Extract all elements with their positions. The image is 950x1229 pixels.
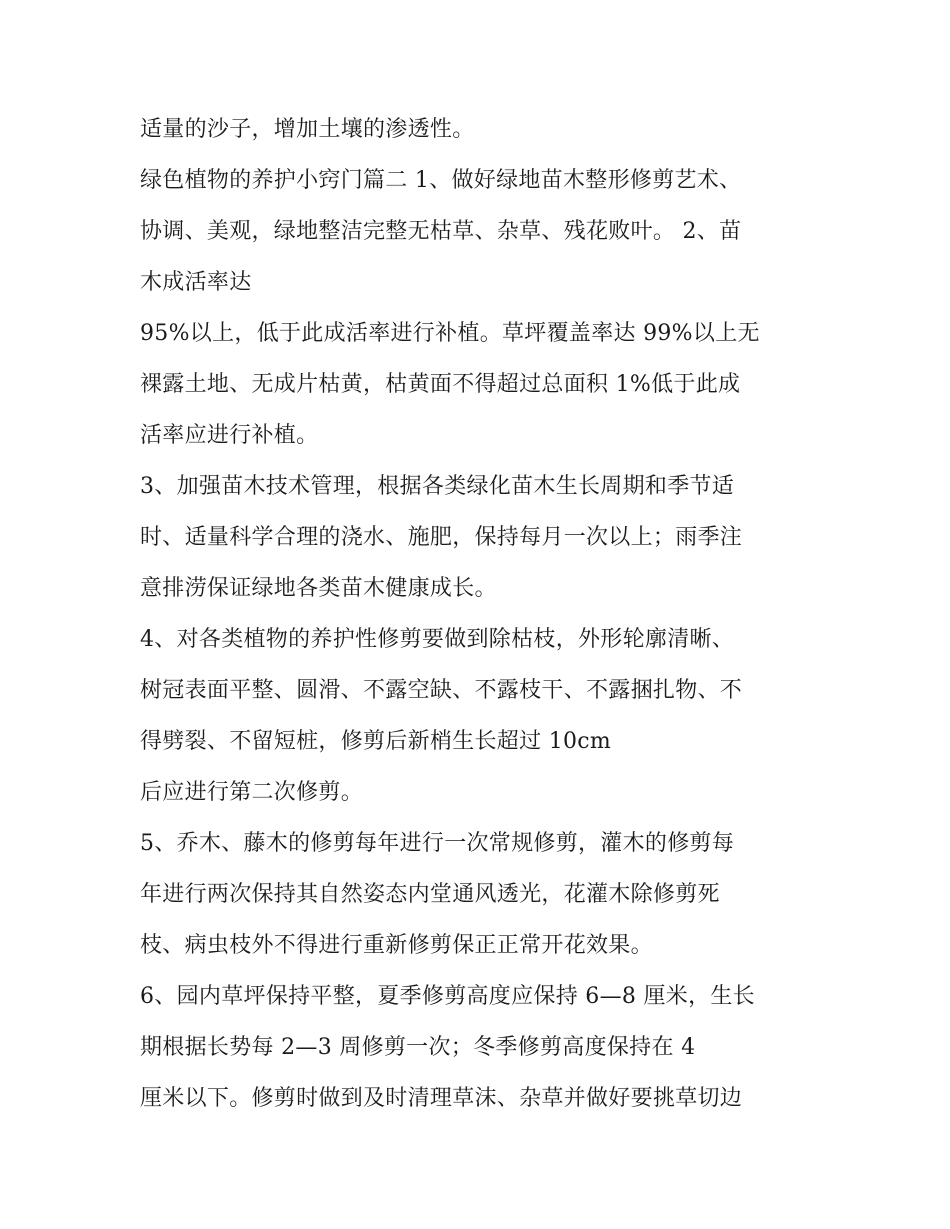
text-line: 4、对各类植物的养护性修剪要做到除枯枝，外形轮廓清晰、 — [140, 627, 735, 652]
text-line: 厘米以下。修剪时做到及时清理草沫、杂草并做好要挑草切边 — [140, 1086, 743, 1111]
text-line: 枝、病虫枝外不得进行重新修剪保正正常开花效果。 — [140, 933, 653, 958]
document-body — [140, 104, 820, 1124]
text-line: 5、乔木、藤木的修剪每年进行一次常规修剪，灌木的修剪每 — [140, 831, 735, 856]
text-line: 适量的沙子，增加土壤的渗透性。 — [140, 117, 475, 142]
text-line: 后应进行第二次修剪。 — [140, 780, 364, 805]
text-line: 意排涝保证绿地各类苗木健康成长。 — [140, 576, 497, 601]
text-line: 裸露土地、无成片枯黄，枯黄面不得超过总面积 1%低于此成 — [140, 372, 741, 397]
text-line: 得劈裂、不留短桩，修剪后新梢生长超过 10cm — [140, 729, 612, 754]
text-line: 95%以上，低于此成活率进行补植。草坪覆盖率达 99%以上无 — [140, 321, 760, 346]
text-line: 期根据长势每 2—3 周修剪一次；冬季修剪高度保持在 4 — [140, 1035, 696, 1060]
text-line: 树冠表面平整、圆滑、不露空缺、不露枝干、不露捆扎物、不 — [140, 678, 743, 703]
text-line: 绿色植物的养护小窍门篇二 1、做好绿地苗木整形修剪艺术、 — [140, 168, 742, 193]
text-line: 时、适量科学合理的浇水、施肥，保持每月一次以上；雨季注 — [140, 525, 743, 550]
text-line: 3、加强苗木技术管理，根据各类绿化苗木生长周期和季节适 — [140, 474, 735, 499]
text-line: 协调、美观，绿地整洁完整无枯草、杂草、残花败叶。 2、苗 — [140, 219, 742, 244]
text-line: 年进行两次保持其自然姿态内堂通风透光，花灌木除修剪死 — [140, 882, 720, 907]
text-line: 活率应进行补植。 — [140, 423, 319, 448]
text-line: 木成活率达 — [140, 270, 252, 295]
text-line: 6、园内草坪保持平整，夏季修剪高度应保持 6—8 厘米，生长 — [140, 984, 755, 1009]
